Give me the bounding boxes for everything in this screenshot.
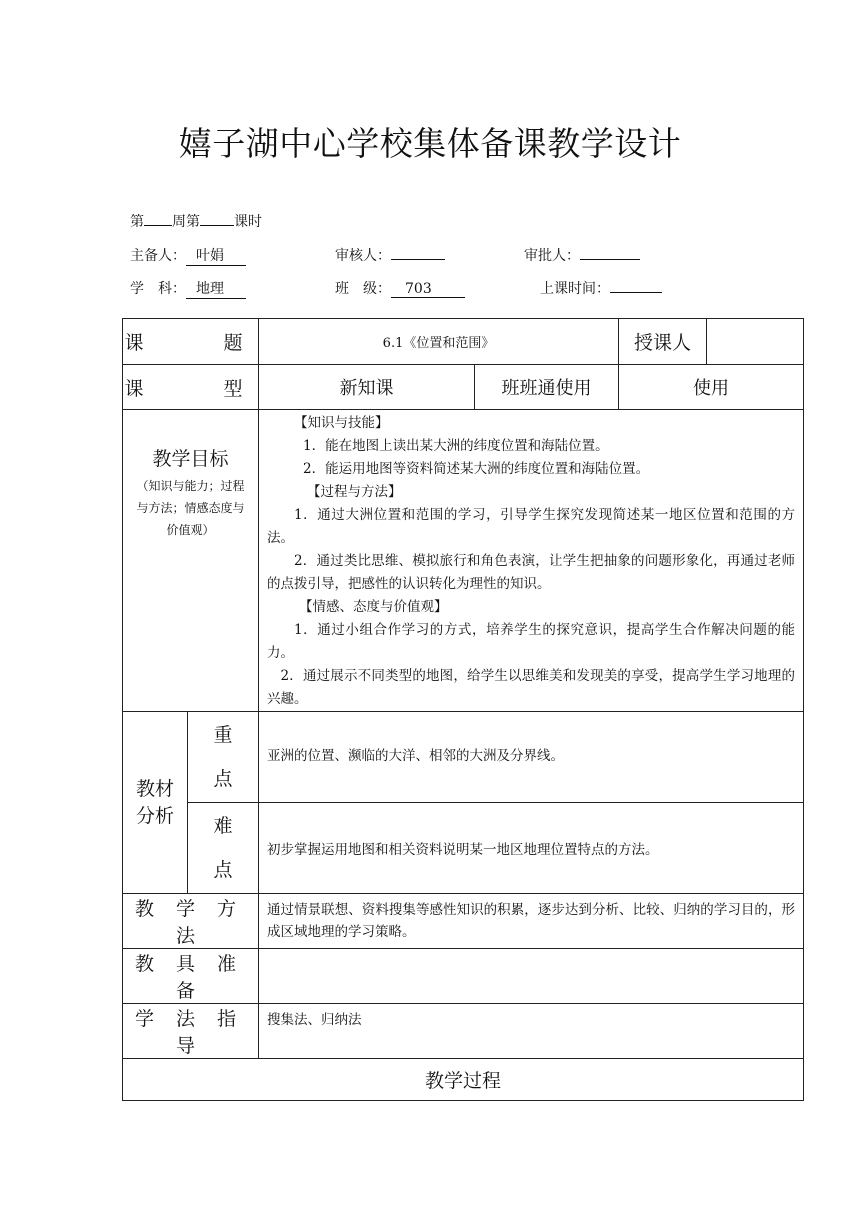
preparer-label: 主备人： [130, 248, 186, 264]
goal-heading: 【情感、态度与价值观】 [299, 599, 448, 615]
reviewer-label: 审核人： [335, 248, 391, 264]
class-field [335, 278, 465, 298]
type-row [123, 365, 804, 410]
subject-value[interactable]: 地理 [186, 278, 246, 299]
goal-heading: 【过程与方法】 [307, 484, 402, 500]
goal-item: 1．通过小组合作学习的方式，培养学生的探究意识，提高学生合作解决问题的能力。 [267, 622, 796, 661]
week-line [130, 211, 262, 231]
approver-label: 审批人： [524, 248, 580, 264]
goal-item: 2．能运用地图等资料简述某大洲的纬度位置和海陆位置。 [303, 461, 650, 477]
type-label: 课 型 [123, 365, 259, 410]
lesson-plan-table [122, 318, 804, 1101]
goal-label-cell [123, 410, 259, 712]
difficulty-label: 难点 [188, 803, 259, 894]
teacher-label: 授课人 [619, 319, 707, 365]
approver-blank[interactable] [580, 245, 640, 260]
preparer-field [130, 245, 246, 266]
reviewer-field [335, 245, 445, 265]
process-label: 教学过程 [123, 1059, 804, 1101]
method-row [123, 894, 804, 949]
subject-label: 学 科： [130, 281, 186, 297]
goal-item: 2．通过类比思维、模拟旅行和角色表演，让学生把抽象的问题形象化，再通过老师的点拨引导，把感性的认识转化为理性的知识。 [267, 553, 796, 592]
week-blank[interactable] [144, 211, 172, 226]
subject-field [130, 278, 246, 299]
tools-value[interactable] [259, 949, 804, 1004]
lesson-blank[interactable] [200, 211, 234, 226]
method-value[interactable]: 通过情景联想、资料搜集等感性知识的积累，逐步达到分析、比较、归纳的学习目的，形成区域地理的学习策略。 [259, 894, 804, 949]
key-row [123, 712, 804, 803]
reviewer-blank[interactable] [391, 245, 445, 260]
time-blank[interactable] [610, 278, 662, 293]
class-label: 班 级： [335, 281, 391, 297]
goals-row [123, 410, 804, 712]
preparer-value[interactable]: 叶娟 [186, 245, 246, 266]
topic-label: 课 题 [123, 319, 259, 365]
topic-value[interactable]: 6.1《位置和范围》 [259, 319, 619, 365]
guide-label: 学法指导 [123, 1004, 259, 1059]
time-field [540, 278, 662, 298]
guide-row [123, 1004, 804, 1059]
difficulty-row [123, 803, 804, 894]
week-suffix: 课时 [234, 214, 262, 230]
type-value[interactable]: 新知课 [259, 365, 475, 410]
goals-cell[interactable] [259, 410, 804, 712]
goal-sub: （知识与能力；过程与方法；情感态度与价值观） [136, 479, 245, 537]
goal-heading: 【知识与技能】 [294, 415, 389, 431]
method-label: 教学方法 [123, 894, 259, 949]
difficulty-value[interactable]: 初步掌握运用地图和相关资料说明某一地区地理位置特点的方法。 [259, 803, 804, 894]
analysis-label: 教材分析 [123, 712, 188, 894]
process-row [123, 1059, 804, 1101]
week-prefix: 第 [130, 214, 144, 230]
guide-value[interactable]: 搜集法、归纳法 [259, 1004, 804, 1059]
goal-item: 1．能在地图上读出某大洲的纬度位置和海陆位置。 [303, 438, 609, 454]
tools-row [123, 949, 804, 1004]
approver-field [524, 245, 640, 265]
goal-item: 2．通过展示不同类型的地图，给学生以思维美和发现美的享受，提高学生学习地理的兴趣。 [267, 668, 796, 707]
key-label: 重点 [188, 712, 259, 803]
goal-label: 教学目标 [152, 448, 229, 470]
bbt-label: 班班通使用 [475, 365, 619, 410]
tools-label: 教具准备 [123, 949, 259, 1004]
time-label: 上课时间： [540, 281, 610, 297]
class-value[interactable]: 703 [391, 281, 465, 298]
bbt-value[interactable]: 使用 [619, 365, 804, 410]
page-title: 嬉子湖中心学校集体备课教学设计 [178, 124, 682, 163]
teacher-value[interactable] [707, 319, 804, 365]
key-value[interactable]: 亚洲的位置、濒临的大洋、相邻的大洲及分界线。 [259, 712, 804, 803]
goal-item: 1．通过大洲位置和范围的学习，引导学生探究发现简述某一地区位置和范围的方法。 [267, 507, 796, 546]
week-mid: 周第 [172, 214, 200, 230]
topic-row [123, 319, 804, 365]
